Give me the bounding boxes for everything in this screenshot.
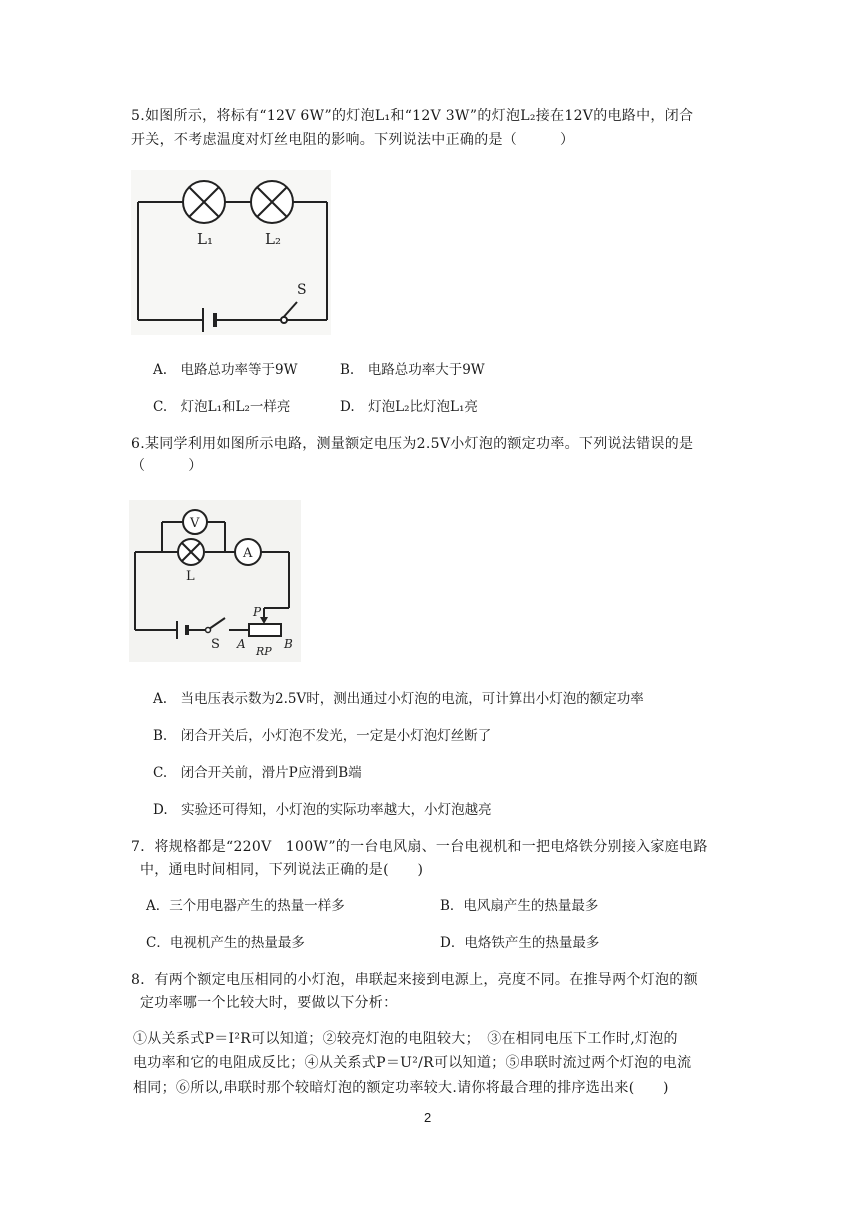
- lamp-icon: [178, 539, 204, 565]
- q5-option-a: A. 电路总功率等于9W: [153, 362, 298, 378]
- q8-analysis-line3: 相同；⑥所以,串联时那个较暗灯泡的额定功率较大.请你将最合理的排序选出来( ): [133, 1080, 669, 1096]
- q5-circuit-figure: [131, 170, 331, 335]
- lamp-l2-icon: [251, 181, 293, 223]
- q6-option-b: B. 闭合开关后，小灯泡不发光，一定是小灯泡灯丝断了: [153, 728, 492, 744]
- q7-option-d: D．电烙铁产生的热量最多: [440, 935, 600, 951]
- q7-stem-line2: 中，通电时间相同，下列说法正确的是( ): [140, 862, 424, 878]
- q6-stem-line2: （ ）: [131, 458, 203, 474]
- q8-analysis-line1: ①从关系式P＝I²R可以知道；②较亮灯泡的电阻较大； ③在相同电压下工作时,灯泡的: [133, 1031, 678, 1047]
- voltmeter-icon: [183, 510, 207, 534]
- q6-label-s: S: [211, 637, 220, 652]
- q6-label-end-b: B: [284, 637, 293, 651]
- q6-stem-line1: 6.某同学利用如图所示电路，测量额定电压为2.5V小灯泡的额定功率。下列说法错误的是: [131, 436, 694, 452]
- lamp-l1-icon: [183, 181, 225, 223]
- q6-label-end-a: A: [237, 637, 246, 651]
- q8-stem-line2: 定功率哪一个比较大时，要做以下分析：: [140, 995, 398, 1011]
- q6-label-a: A: [243, 546, 253, 561]
- q6-option-c: C. 闭合开关前，滑片P应滑到B端: [153, 765, 362, 781]
- q6-option-d: D. 实验还可得知，小灯泡的实际功率越大，小灯泡越亮: [153, 802, 492, 818]
- q7-stem-line1: 7．将规格都是“220V 100W”的一台电风扇、一台电视机和一把电烙铁分别接入家庭电路: [131, 839, 708, 855]
- q6-label-p: P: [253, 605, 262, 619]
- q8-stem-line1: 8．有两个额定电压相同的小灯泡，串联起来接到电源上，亮度不同。在推导两个灯泡的额: [131, 972, 698, 988]
- q5-option-c: C. 灯泡L₁和L₂一样亮: [153, 399, 291, 415]
- q7-option-c: C．电视机产生的热量最多: [146, 935, 305, 951]
- switch-icon: [206, 628, 211, 633]
- rheostat-icon: [249, 624, 281, 636]
- page-number: 2: [424, 1110, 432, 1125]
- ammeter-icon: [235, 539, 261, 565]
- q6-option-a: A. 当电压表示数为2.5V时，测出通过小灯泡的电流，可计算出小灯泡的额定功率: [153, 691, 644, 707]
- q6-label-l: L: [186, 569, 195, 584]
- q6-circuit-figure: [129, 500, 301, 662]
- q7-option-b: B．电风扇产生的热量最多: [440, 898, 599, 914]
- switch-icon: [281, 317, 287, 323]
- q5-stem-line2: 开关，不考虑温度对灯丝电阻的影响。下列说法中正确的是（ ）: [131, 132, 575, 148]
- q5-label-s: S: [297, 282, 307, 298]
- q6-label-rp: RP: [256, 645, 272, 658]
- q5-option-d: D. 灯泡L₂比灯泡L₁亮: [340, 399, 478, 415]
- q7-option-a: A．三个用电器产生的热量一样多: [146, 898, 345, 914]
- q5-label-l2: L₂: [265, 230, 281, 248]
- q5-option-b: B. 电路总功率大于9W: [340, 362, 485, 378]
- q5-label-l1: L₁: [197, 230, 213, 248]
- q5-stem-line1: 5.如图所示，将标有“12V 6W”的灯泡L₁和“12V 3W”的灯泡L₂接在12V的电路中，闭合: [131, 108, 694, 124]
- q6-label-v: V: [190, 516, 200, 531]
- q8-analysis-line2: 电功率和它的电阻成反比；④从关系式P＝U²/R可以知道；⑤串联时流过两个灯泡的电流: [133, 1055, 692, 1071]
